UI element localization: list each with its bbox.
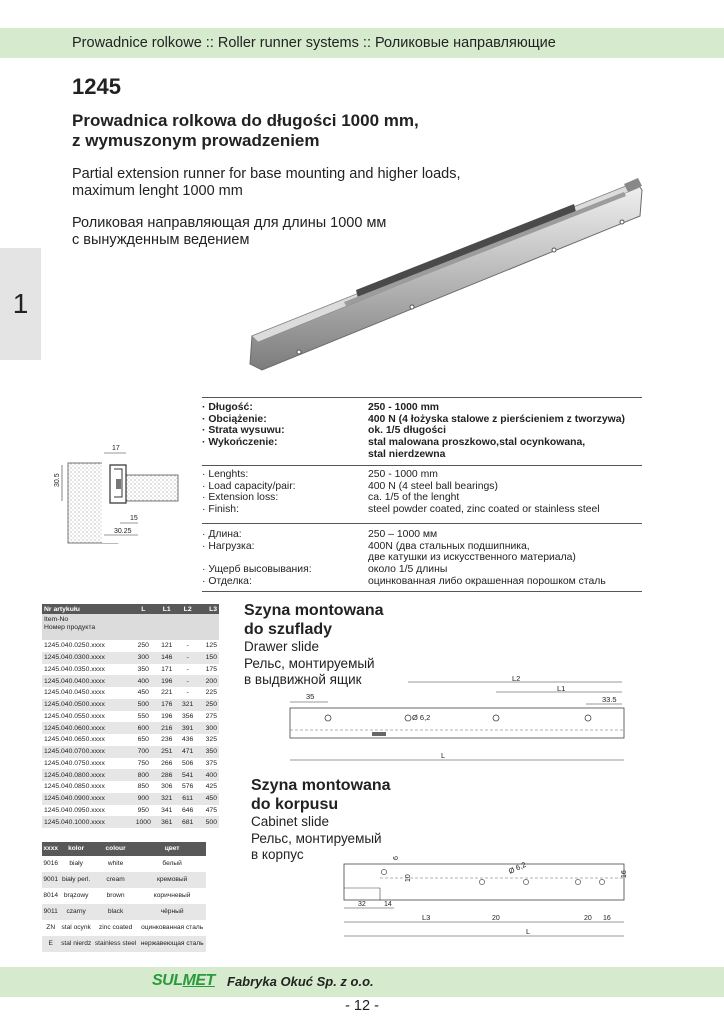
dim-33-5: 33.5 [602,695,617,704]
spec-value: 250 – 1000 мм [368,529,438,540]
cell: белый [162,860,182,868]
desc-line: maximum lenght 1000 mm [72,183,243,199]
cell: 611 [177,793,198,805]
cell: 150 [198,652,219,664]
spec-list-ru [202,529,642,588]
table-header-row [42,842,206,856]
dim-l: L [441,751,446,760]
cell: 121 [161,642,173,650]
cell: 341 [161,806,173,814]
table-row [42,711,219,723]
cell: 600 [130,722,156,734]
cell: 251 [156,746,177,758]
table-row [42,664,219,676]
spec-row [202,481,642,493]
table-row [42,936,206,952]
cell: 576 [181,783,194,791]
spec-value: 400 N (4 łożyska stalowe z pierścieniem z tworzywa) [368,413,625,425]
cell: нержавеющая сталь [138,936,206,952]
cell: 1245.040.0250.xxxx [44,642,105,650]
cell: 306 [161,783,173,791]
subtitle-line: в корпус [251,847,304,862]
table-row [42,805,219,817]
drawer-slide-drawing [276,672,632,766]
col-header: цвет [138,842,206,856]
cabinet-slide-title [251,776,391,814]
cell: 361 [156,816,177,828]
cell: 1245.040.0850.xxxx [44,783,105,791]
cell: 221 [161,689,173,697]
cell: 681 [177,816,198,828]
col-header: L [130,604,156,614]
desc-line: Partial extension runner for base mounting and higher loads, [72,166,461,182]
company-logo [152,972,215,990]
cell: 550 [137,712,149,720]
spec-list-pl [202,402,642,461]
cell: 266 [161,759,173,767]
cell: - [186,689,189,697]
table-row [42,758,219,770]
page-header-title: Prowadnice rolkowe :: Roller runner systems :: Роликовые направляющие [72,35,556,51]
cell: коричневый [153,892,191,900]
cell: 475 [205,806,217,814]
cell: 1245.040.0700.xxxx [42,746,130,758]
spec-value: steel powder coated, zinc coated or stainless steel [368,504,600,516]
spec-row [202,437,642,449]
cell: 196 [156,675,177,687]
spec-value: две катушки из искусственного материала) [368,552,576,564]
table-row [42,856,206,872]
colour-table [42,842,206,952]
cell: 225 [205,689,217,697]
hole-diameter: Ø 6,2 [412,713,431,722]
drawer-slide-title [244,601,384,639]
cell: 236 [161,736,173,744]
cell: 450 [198,793,219,805]
cell: 300 [198,722,219,734]
spec-row [202,541,642,553]
spec-label: · Нагрузка: [202,540,255,552]
spec-value: stal nierdzewna [368,448,446,460]
cell: brązowy [63,892,89,900]
dim-l2: L2 [512,674,521,683]
spec-label [202,449,368,461]
spec-row [202,469,642,481]
col-header: xxxx [42,842,59,856]
cabinet-slide-drawing [340,848,636,938]
spec-row [202,576,642,588]
cell: 350 [137,665,149,673]
col-header: L3 [198,604,219,614]
title-line: do korpusu [251,796,339,813]
title-line: do szuflady [244,621,333,638]
cell: 1245.040.0650.xxxx [44,736,105,744]
cell: white [107,860,124,868]
hole-diameter: Ø 6,2 [507,859,528,876]
dim-16b: 16 [603,915,611,922]
spec-row [202,564,642,576]
cell: 500 [198,816,219,828]
table-row [42,769,219,781]
product-code: 1245 [72,74,121,99]
cell: 216 [156,722,177,734]
cell: 650 [137,736,149,744]
cell: 1245.040.0600.xxxx [42,722,130,734]
spec-value: 250 - 1000 mm [368,402,440,413]
cell: 8014 [43,892,59,900]
cell: biały [69,860,83,868]
cell: 950 [137,806,149,814]
cell: stainless steel [93,936,138,952]
dim-30-5: 30.5 [54,473,61,487]
cell: cream [93,872,138,888]
cell: 850 [137,783,149,791]
item-no-label [42,614,219,640]
spec-row [202,504,642,516]
spec-row [202,414,642,426]
dim-20b: 20 [584,915,592,922]
dim-20a: 20 [492,915,500,922]
cell: stal nierdz [59,936,93,952]
spec-value: оцинкованная либо окрашенная порошком сталь [368,575,606,587]
cell: 700 [130,746,156,758]
cell: 176 [156,699,177,711]
cell: czarny [59,904,93,920]
cell: 506 [181,759,194,767]
table-row [42,793,219,805]
spec-label: · Ущерб высовывания: [202,564,312,576]
cell: 286 [156,769,177,781]
cell: 900 [130,793,156,805]
cell: biały perl. [59,872,93,888]
company-name: Fabryka Okuć Sp. z o.o. [227,974,374,989]
spec-label: · Lenghts: [202,469,249,480]
spec-value: ok. 1/5 długości [368,425,446,437]
cell: 800 [130,769,156,781]
subtitle-line: Cabinet slide [251,814,330,829]
spec-label: · Load capacity/pair: [202,480,296,492]
cell: 350 [198,746,219,758]
spec-row [202,529,642,541]
col-header: Nr artykułu [42,604,130,614]
cell: 1245.040.0900.xxxx [42,793,130,805]
spec-divider [202,397,642,398]
cell: 275 [205,712,217,720]
logo-text-b: MET [182,972,215,989]
table-row [42,652,219,664]
cell: 425 [205,783,217,791]
title-line: z wymuszonym prowadzeniem [72,131,320,150]
cell: 321 [177,699,198,711]
cell: 646 [181,806,194,814]
cell: 9016 [43,860,59,868]
spec-value: 400 N (4 steel ball bearings) [368,480,498,492]
cell: 321 [156,793,177,805]
spec-row [202,552,642,564]
cell: 1245.040.0800.xxxx [42,769,130,781]
dim-l3: L3 [422,913,431,922]
dim-30-25: 30.25 [114,528,132,535]
table-row [42,816,219,828]
cell: 1245.040.1000.xxxx [42,816,130,828]
spec-label: · Extension loss: [202,492,279,504]
table-row [42,640,219,652]
cell: 356 [181,712,194,720]
dim-16: 16 [621,870,628,878]
subtitle-line: Рельс, монтируемый [251,830,382,846]
cell: 9011 [42,904,59,920]
cell: 1245.040.0500.xxxx [42,699,130,711]
table-row [42,734,219,746]
dim-6: 6 [393,856,400,860]
desc-line: с вынужденным ведением [72,232,250,248]
cell: 400 [198,769,219,781]
cell: 171 [161,665,173,673]
table-row [42,904,206,920]
cell: 471 [177,746,198,758]
table-row [42,675,219,687]
spec-value: stal malowana proszkowo,stal ocynkowana, [368,437,586,449]
spec-list-en [202,469,642,516]
dim-10: 10 [405,874,412,882]
cell: 500 [130,699,156,711]
dim-14: 14 [384,901,392,908]
table-header-row [42,604,219,614]
cell: E [42,936,59,952]
spec-label: · Wykończenie: [202,437,278,449]
cell: 325 [205,736,217,744]
cell: ZN [46,924,56,932]
cell: 1245.040.0400.xxxx [42,675,130,687]
cell: 250 [198,699,219,711]
cell: zinc coated [98,924,133,932]
cell: - [186,642,189,650]
cell: 450 [137,689,149,697]
cell: 200 [198,675,219,687]
spec-label: · Отделка: [202,575,252,587]
table-row [42,888,206,904]
table-row [42,687,219,699]
cell: 1245.040.0550.xxxx [44,712,105,720]
cell: black [93,904,138,920]
spec-label: · Długość: [202,402,253,413]
cell: 400 [130,675,156,687]
cross-section-drawing [50,435,180,547]
cell: 1245.040.0300.xxxx [42,652,130,664]
cell: 1000 [130,816,156,828]
cell: 391 [177,722,198,734]
spec-row [202,492,642,504]
table-row [42,781,219,793]
cell: 750 [137,759,149,767]
cell: 436 [181,736,194,744]
spec-label: · Strata wysuwu: [202,425,285,437]
spec-row [202,402,642,414]
table-row [42,699,219,711]
cell: 250 [137,642,149,650]
cell: 1245.040.0750.xxxx [44,759,105,767]
cell: 9001 [42,872,59,888]
cell: 146 [156,652,177,664]
logo-text-a: SUL [152,972,183,989]
table-row [42,872,206,888]
cell: 175 [205,665,217,673]
desc-line: Роликовая направляющая для длины 1000 мм [72,215,387,231]
article-table [42,604,219,828]
table-row [42,722,219,734]
title-line: Szyna montowana [244,602,384,619]
subtitle-line: в выдвижной ящик [244,672,362,687]
spec-divider [202,591,642,592]
dim-15: 15 [130,515,138,522]
cell: - [177,652,198,664]
spec-label [202,552,368,564]
spec-row [202,425,642,437]
cell: 196 [161,712,173,720]
col-header: L2 [177,604,198,614]
title-line: Szyna montowana [251,777,391,794]
cell: 300 [130,652,156,664]
table-row [42,746,219,758]
spec-value: 250 - 1000 mm [368,469,438,480]
cell: 541 [177,769,198,781]
title-line: Prowadnica rolkowa do długości 1000 mm, [72,111,419,130]
spec-value: около 1/5 длины [368,564,448,576]
dim-17: 17 [112,445,120,452]
cell: оцинкованная сталь [141,924,204,932]
dim-32: 32 [358,901,366,908]
cell: 1245.040.0350.xxxx [44,665,105,673]
cell: 375 [205,759,217,767]
col-header: L1 [156,604,177,614]
table-subheader-row [42,614,219,640]
cell: stal ocynk [61,924,91,932]
cell: 1245.040.0450.xxxx [44,689,105,697]
cell: - [177,675,198,687]
col-header: kolor [59,842,93,856]
product-title-pl [72,111,419,151]
subtitle-line: Drawer slide [244,639,320,654]
spec-value: ca. 1/5 of the lenght [368,492,460,504]
page-number: - 12 - [345,998,379,1014]
col-header: colour [93,842,138,856]
dim-35: 35 [306,692,315,701]
spec-value: 400N (два стальных подшипника, [368,540,530,552]
spec-label: · Finish: [202,504,239,516]
cell: - [186,665,189,673]
spec-label: · Obciążenie: [202,413,267,425]
cell: чёрный [138,904,206,920]
spec-divider [202,465,642,466]
subtitle-line: Рельс, монтируемый [244,655,375,671]
table-row [42,920,206,936]
cell: brown [106,892,125,900]
dim-l: L [526,927,531,936]
chapter-number: 1 [12,288,29,319]
dim-l1: L1 [557,684,566,693]
product-photo [244,174,649,374]
cell: 1245.040.0950.xxxx [44,806,105,814]
subheader-line: Номер продукта [44,624,96,631]
spec-label: · Длина: [202,529,242,540]
spec-row [202,449,642,461]
cell: 125 [205,642,217,650]
subheader-line: Item-No [44,616,69,623]
cell: кремовый [138,872,206,888]
spec-divider [202,523,642,524]
